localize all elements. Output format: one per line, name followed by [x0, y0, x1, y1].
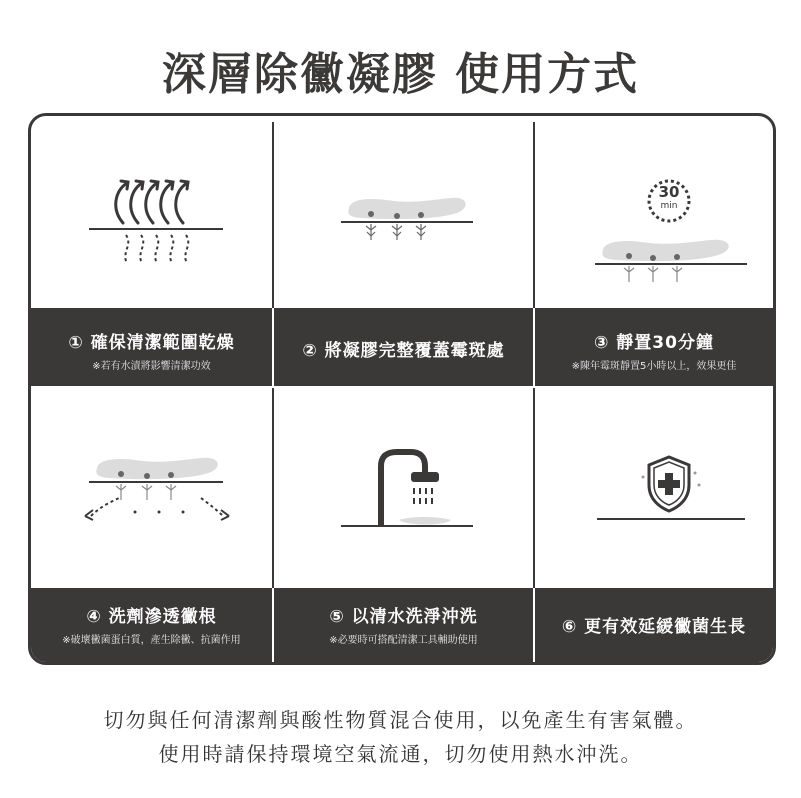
step-label: ④ 洗劑滲透黴根 — [86, 607, 217, 627]
step-2-label — [274, 308, 533, 386]
separator — [272, 588, 274, 662]
warning-line-2: 使用時請保持環境空氣流通，切勿使用熱水沖洗。 — [158, 742, 643, 766]
shield-icon — [591, 451, 751, 531]
step-1-label — [31, 308, 272, 386]
warning-line-1: 切勿與任何清潔劑與酸性物質混合使用，以免產生有害氣體。 — [103, 708, 698, 732]
separator — [272, 308, 274, 386]
step-label: ⑥ 更有效延緩黴菌生長 — [561, 617, 747, 637]
steps-panel — [28, 113, 776, 665]
shower-icon — [341, 446, 481, 536]
separator — [533, 308, 535, 386]
step-5-label — [274, 588, 533, 662]
step-label: ③ 靜置30分鐘 — [594, 333, 714, 353]
evaporation-icon — [81, 171, 231, 271]
penetrate-icon — [81, 446, 241, 536]
separator — [31, 386, 773, 388]
page-title: 深層除黴凝膠 使用方式 — [161, 49, 640, 100]
divider — [533, 388, 535, 588]
divider — [272, 122, 274, 308]
step-note: ※若有水漬將影響清潔功效 — [92, 361, 211, 372]
step-label: ② 將凝膠完整覆蓋霉斑處 — [302, 341, 505, 361]
step-note: ※破壞黴菌蛋白質，產生除黴、抗菌作用 — [62, 635, 241, 646]
timer-value: 30 — [658, 183, 680, 201]
step-label: ⑤ 以清水洗淨沖洗 — [329, 607, 478, 627]
step-note: ※必要時可搭配清潔工具輔助使用 — [329, 635, 478, 646]
step-4-label — [31, 588, 272, 662]
step-3-label — [535, 308, 773, 386]
timer-unit: min — [660, 201, 678, 211]
gel-cover-icon — [591, 228, 751, 308]
step-6-label — [535, 588, 773, 662]
gel-cover-icon — [331, 186, 481, 256]
separator — [533, 588, 535, 662]
divider — [272, 388, 274, 588]
step-label: ① 確保清潔範圍乾燥 — [68, 333, 235, 353]
timer-group — [591, 178, 751, 308]
divider — [533, 122, 535, 308]
step-note: ※陳年霉斑靜置5小時以上，效果更佳 — [571, 361, 737, 372]
